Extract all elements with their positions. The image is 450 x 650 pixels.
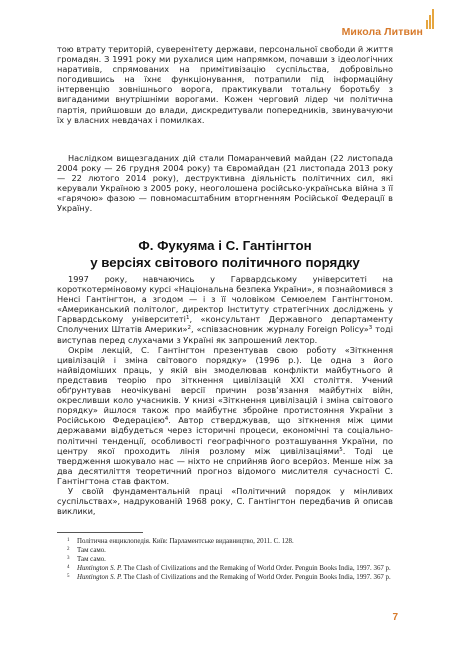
footnote-number: 4: [67, 565, 70, 570]
section-heading-line-1: Ф. Фукуяма і С. Гантінгтон: [138, 238, 312, 253]
footnote-divider: [57, 532, 143, 533]
footnote-ref-4[interactable]: 4: [164, 416, 169, 423]
section-paragraph-3: У своїй фундаментальній праці «Політичний порядок у мінливих суспільствах», надрукованій 1968 року, С. Гантінгтон передбачив й описав виклики,: [57, 485, 393, 517]
footnote-item: [57, 546, 393, 555]
footnote-ref-5[interactable]: 5: [339, 446, 343, 453]
text-span: . Автор стверджував, що зіткнення між цими державами відбудеться через історичні процеси, економічні та соціально-політичні тенденції, особливості географічного розташування України, по центру якої проходить лінія розлому між цивілізаціями: [57, 415, 393, 456]
footnote-item: [57, 573, 393, 582]
section-paragraph-2: [57, 345, 393, 486]
page-number: 7: [392, 612, 398, 623]
footnote-item: [57, 537, 393, 546]
text-span: . Тоді це твердження шокувало нас — ніхто не сприйняв його всерйоз. Менше ніж за два десятиліття теоретичний прогноз відомого мислителя сучасності С. Гантінгтона став фактом.: [57, 445, 393, 486]
footnote-ref-3[interactable]: 3: [368, 325, 373, 332]
text-span: тоді виступав перед слухачами з Україні як запрошений лектор.: [57, 324, 393, 345]
section-body: [57, 274, 393, 516]
footnote-text: Там само.: [77, 556, 106, 563]
footnote-text: The Clash of Civilizations and the Remaking of World Order. Penguin Books India, 1997. 367 p.: [122, 574, 391, 581]
intro-paragraph-1: тою втрату територій, суверенітету держави, персональної свободи й життя громадян. З 1991 року ми рухалися цим напрямком, почавши з ідеологічних наративів, спрямованих на примітивізацію суспільства, добровільно погодившись на їхнє функціонування, потрапили під інформаційну інтервенцію зовнішнього ворога, практикували тотальну боротьбу з вигаданими внутрішніми ворогами. Кожен черговий лідер чи політична партія, прийшовши до влади, дискредитували попередників, звинувачуючи їх у власних невдачах і помилках.: [57, 44, 393, 125]
footnote-author: Huntington S. P.: [77, 574, 123, 581]
footnote-ref-1[interactable]: 1: [185, 315, 190, 322]
intro-paragraph: [57, 44, 393, 125]
text-span: , «консультант Державного департаменту Сполучених Штатів Америки»: [57, 314, 393, 335]
section-heading-line-2: у версіях світового політичного порядку: [90, 255, 360, 270]
text-span: , «співзасновник журналу Foreign Policy»: [191, 324, 369, 335]
section-paragraph-1: [57, 274, 393, 345]
running-header-author: Микола Литвин: [341, 26, 423, 38]
footnotes: [57, 537, 393, 582]
footnote-text: Політична енциклопедія. Київ: Парламентське видавництво, 2011. С. 128.: [77, 538, 294, 545]
footnote-number: 5: [67, 574, 70, 579]
intro-paragraph-block: [57, 153, 393, 214]
footnote-item: [57, 564, 393, 573]
intro-paragraph-2: Наслідком вищезгаданих дій стали Помаранчевий майдан (22 листопада 2004 року — 26 грудня 2004 року) та Євромайдан (21 листопада 2013 року — 22 лютого 2014 року), деструктивна діяльність політичних сил, які керували Україною з 2005 року, неоголошена російсько-українська війна з її «гарячою» фазою — повномасштабним вторгненням Російської Федерації в Україну.: [57, 153, 393, 214]
footnote-item: [57, 555, 393, 564]
text-span: Окрім лекцій, С. Гантінгтон презентував свою роботу «Зіткнення цивілізацій і зміна світового порядку» (1996 р.). Це одна з його найвідоміших праць, у якій він змоделював конфлікти майбутнього й представив теорію про зіткнення цивілізацій XXI століття. Учений обґрунтував неочікувані версії причин розв’язання майбутніх війн, окресливши коло учасників. У книзі «Зіткнення цивілізацій і зміна світового порядку» йшлося також про майбутнє збройне протистояння України з Російською Федерацією: [57, 344, 393, 426]
footnote-author: Huntington S. P.: [77, 565, 123, 572]
footnote-ref-2[interactable]: 2: [187, 325, 192, 332]
header-ornament: [426, 9, 436, 29]
footnote-text: The Clash of Civilizations and the Remaking of World Order. Penguin Books India, 1997. 367 p.: [122, 565, 391, 572]
section-heading: [57, 237, 393, 271]
footnote-number: 3: [67, 556, 70, 561]
footnote-number: 1: [67, 538, 70, 543]
footnote-number: 2: [67, 547, 70, 552]
text-span: 1997 року, навчаючись у Гарвардському університеті на короткотерміновому курсі «Національна безпека України», я познайомився з Ненсі Гантінгтон, а згодом — і з її чоловіком Семюелем Гантінгтоном. «Американський політолог, директор Інституту стратегічних досліджень у Гарвардському університеті: [57, 274, 393, 325]
footnote-text: Там само.: [77, 547, 106, 554]
